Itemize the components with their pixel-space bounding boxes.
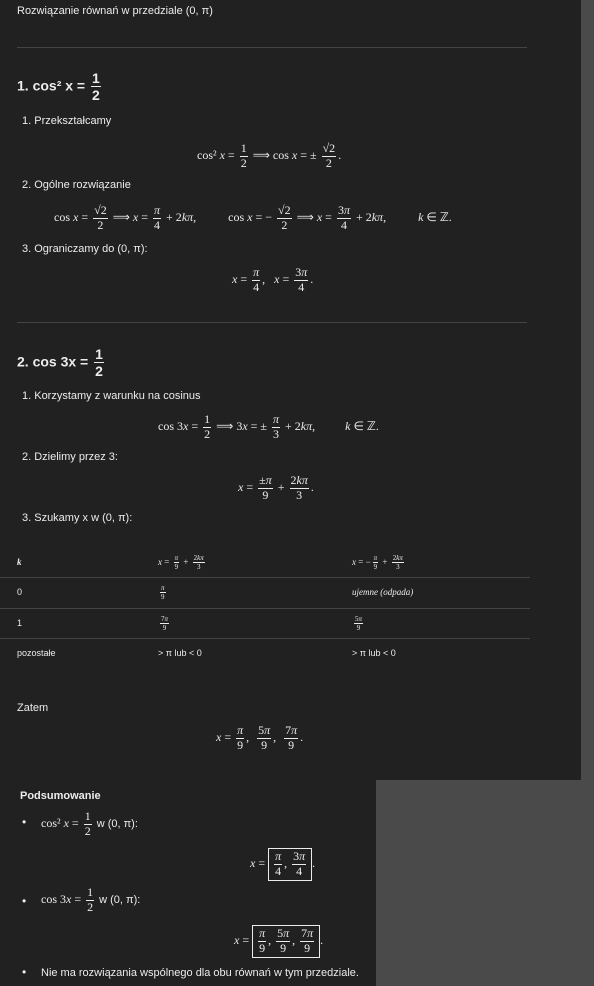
answer-box: $\frac{\pi}{9}$ , $\frac{5\pi}{9}$ , $\frac{7\pi}{9}$ — [252, 925, 320, 958]
table-cell-plus: $\frac{\pi}{9}$ — [161, 584, 165, 602]
section2-step1-label: 1. Korzystamy z warunku na cosinus — [22, 390, 201, 402]
table-header-k: k — [17, 557, 22, 567]
table-header-plus: x = $\frac{\pi}{9}$ + $\frac{2k\pi}{3}$ — [158, 554, 204, 572]
answer-box: $\frac{\pi}{4}$ , $\frac{3\pi}{4}$ — [268, 848, 312, 881]
summary-title: Podsumowanie — [20, 790, 101, 802]
section1-eq3: x = $\frac{\pi}{4}$ , x = $\frac{3\pi}{4}$ . — [232, 265, 314, 294]
page-title — [17, 5, 213, 17]
table-cell-k: 1 — [17, 618, 23, 628]
summary-item1-suffix: w (0, π): — [96, 818, 138, 831]
bullet-icon: • — [22, 815, 27, 829]
summary-item3: Nie ma rozwiązania wspólnego dla obu równań w tym przedziale. — [41, 967, 359, 979]
section1-step1-label: 1. Przekształcamy — [22, 115, 112, 127]
bottom-right-gray-panel — [376, 780, 594, 986]
divider — [17, 322, 527, 323]
bullet-icon: • — [22, 894, 27, 908]
section1-heading — [17, 70, 103, 103]
section2-step3-label: 3. Szukamy x w (0, π): — [22, 512, 133, 524]
divider — [17, 47, 527, 48]
table-header-row — [0, 548, 530, 576]
table-cell-minus: > π lub < 0 — [352, 648, 396, 658]
table-cell-minus: $\frac{5\pi}{9}$ — [355, 615, 363, 633]
section1-eq2: cos x = $\frac{√2}{2}$ ⟹ x = $\frac{\pi}{4}$ + 2kπ, cos x = − $\frac{√2}{2}$ ⟹ x = $\frac{3\pi}{4}$ + 2kπ, k ∈ ℤ. — [54, 203, 452, 232]
page-title-text: Rozwiązanie równań w przedziale (0, π) — [17, 5, 213, 17]
table-cell-plus: $\frac{7\pi}{9}$ — [161, 615, 169, 633]
table-row — [0, 578, 530, 606]
section2-heading-fraction: $\frac{1}{2}$ — [95, 346, 103, 380]
right-gray-panel — [581, 0, 594, 780]
table-row — [0, 609, 530, 637]
summary-item2: cos 3x = $\frac{1}{2}$ w (0, π): — [41, 885, 141, 914]
table-row — [0, 639, 530, 667]
section1-eq1: cos² x = $\frac{1}{2}$ ⟹ cos x = ± $\frac{√2}{2}$ . — [197, 141, 342, 170]
table-cell-k: 0 — [17, 587, 23, 597]
section2-eq1: cos 3x = $\frac{1}{2}$ ⟹ 3x = ± $\frac{\pi}{3}$ + 2kπ, k ∈ ℤ. — [158, 412, 379, 441]
table-cell-k: pozostałe — [17, 648, 56, 658]
section1-heading-prefix: 1. cos² x = — [17, 77, 86, 94]
section1-heading-fraction: $\frac{1}{2}$ — [91, 70, 100, 104]
section1-step3-label: 3. Ograniczamy do (0, π): — [22, 243, 148, 255]
table-cell-plus: > π lub < 0 — [158, 648, 202, 658]
table-header-minus: x = − $\frac{\pi}{9}$ + $\frac{2k\pi}{3}$ — [352, 554, 403, 572]
summary-item1: cos² x = $\frac{1}{2}$ w (0, π): — [41, 809, 138, 838]
section2-heading-prefix: 2. cos 3x = — [17, 353, 89, 370]
section2-eq2: x = $\frac{\pm\pi}{9}$ + $\frac{2k\pi}{3}$ . — [238, 473, 314, 502]
section1-step2-label: 2. Ogólne rozwiązanie — [22, 179, 131, 191]
summary-item1-answer: x = $\frac{\pi}{4}$ , $\frac{3\pi}{4}$ . — [250, 848, 315, 881]
bullet-icon: • — [22, 965, 27, 979]
table-cell-minus: ujemne (odpada) — [352, 587, 414, 597]
zatem-label: Zatem — [17, 702, 49, 714]
summary-item2-suffix: w (0, π): — [99, 894, 141, 907]
summary-item2-answer: x = $\frac{\pi}{9}$ , $\frac{5\pi}{9}$ , $\frac{7\pi}{9}$ . — [234, 925, 323, 958]
section2-heading — [17, 346, 106, 379]
final-solution-eq: x = $\frac{\pi}{9}$ , $\frac{5\pi}{9}$ , $\frac{7\pi}{9}$ . — [216, 723, 304, 752]
section2-step2-label: 2. Dzielimy przez 3: — [22, 451, 118, 463]
